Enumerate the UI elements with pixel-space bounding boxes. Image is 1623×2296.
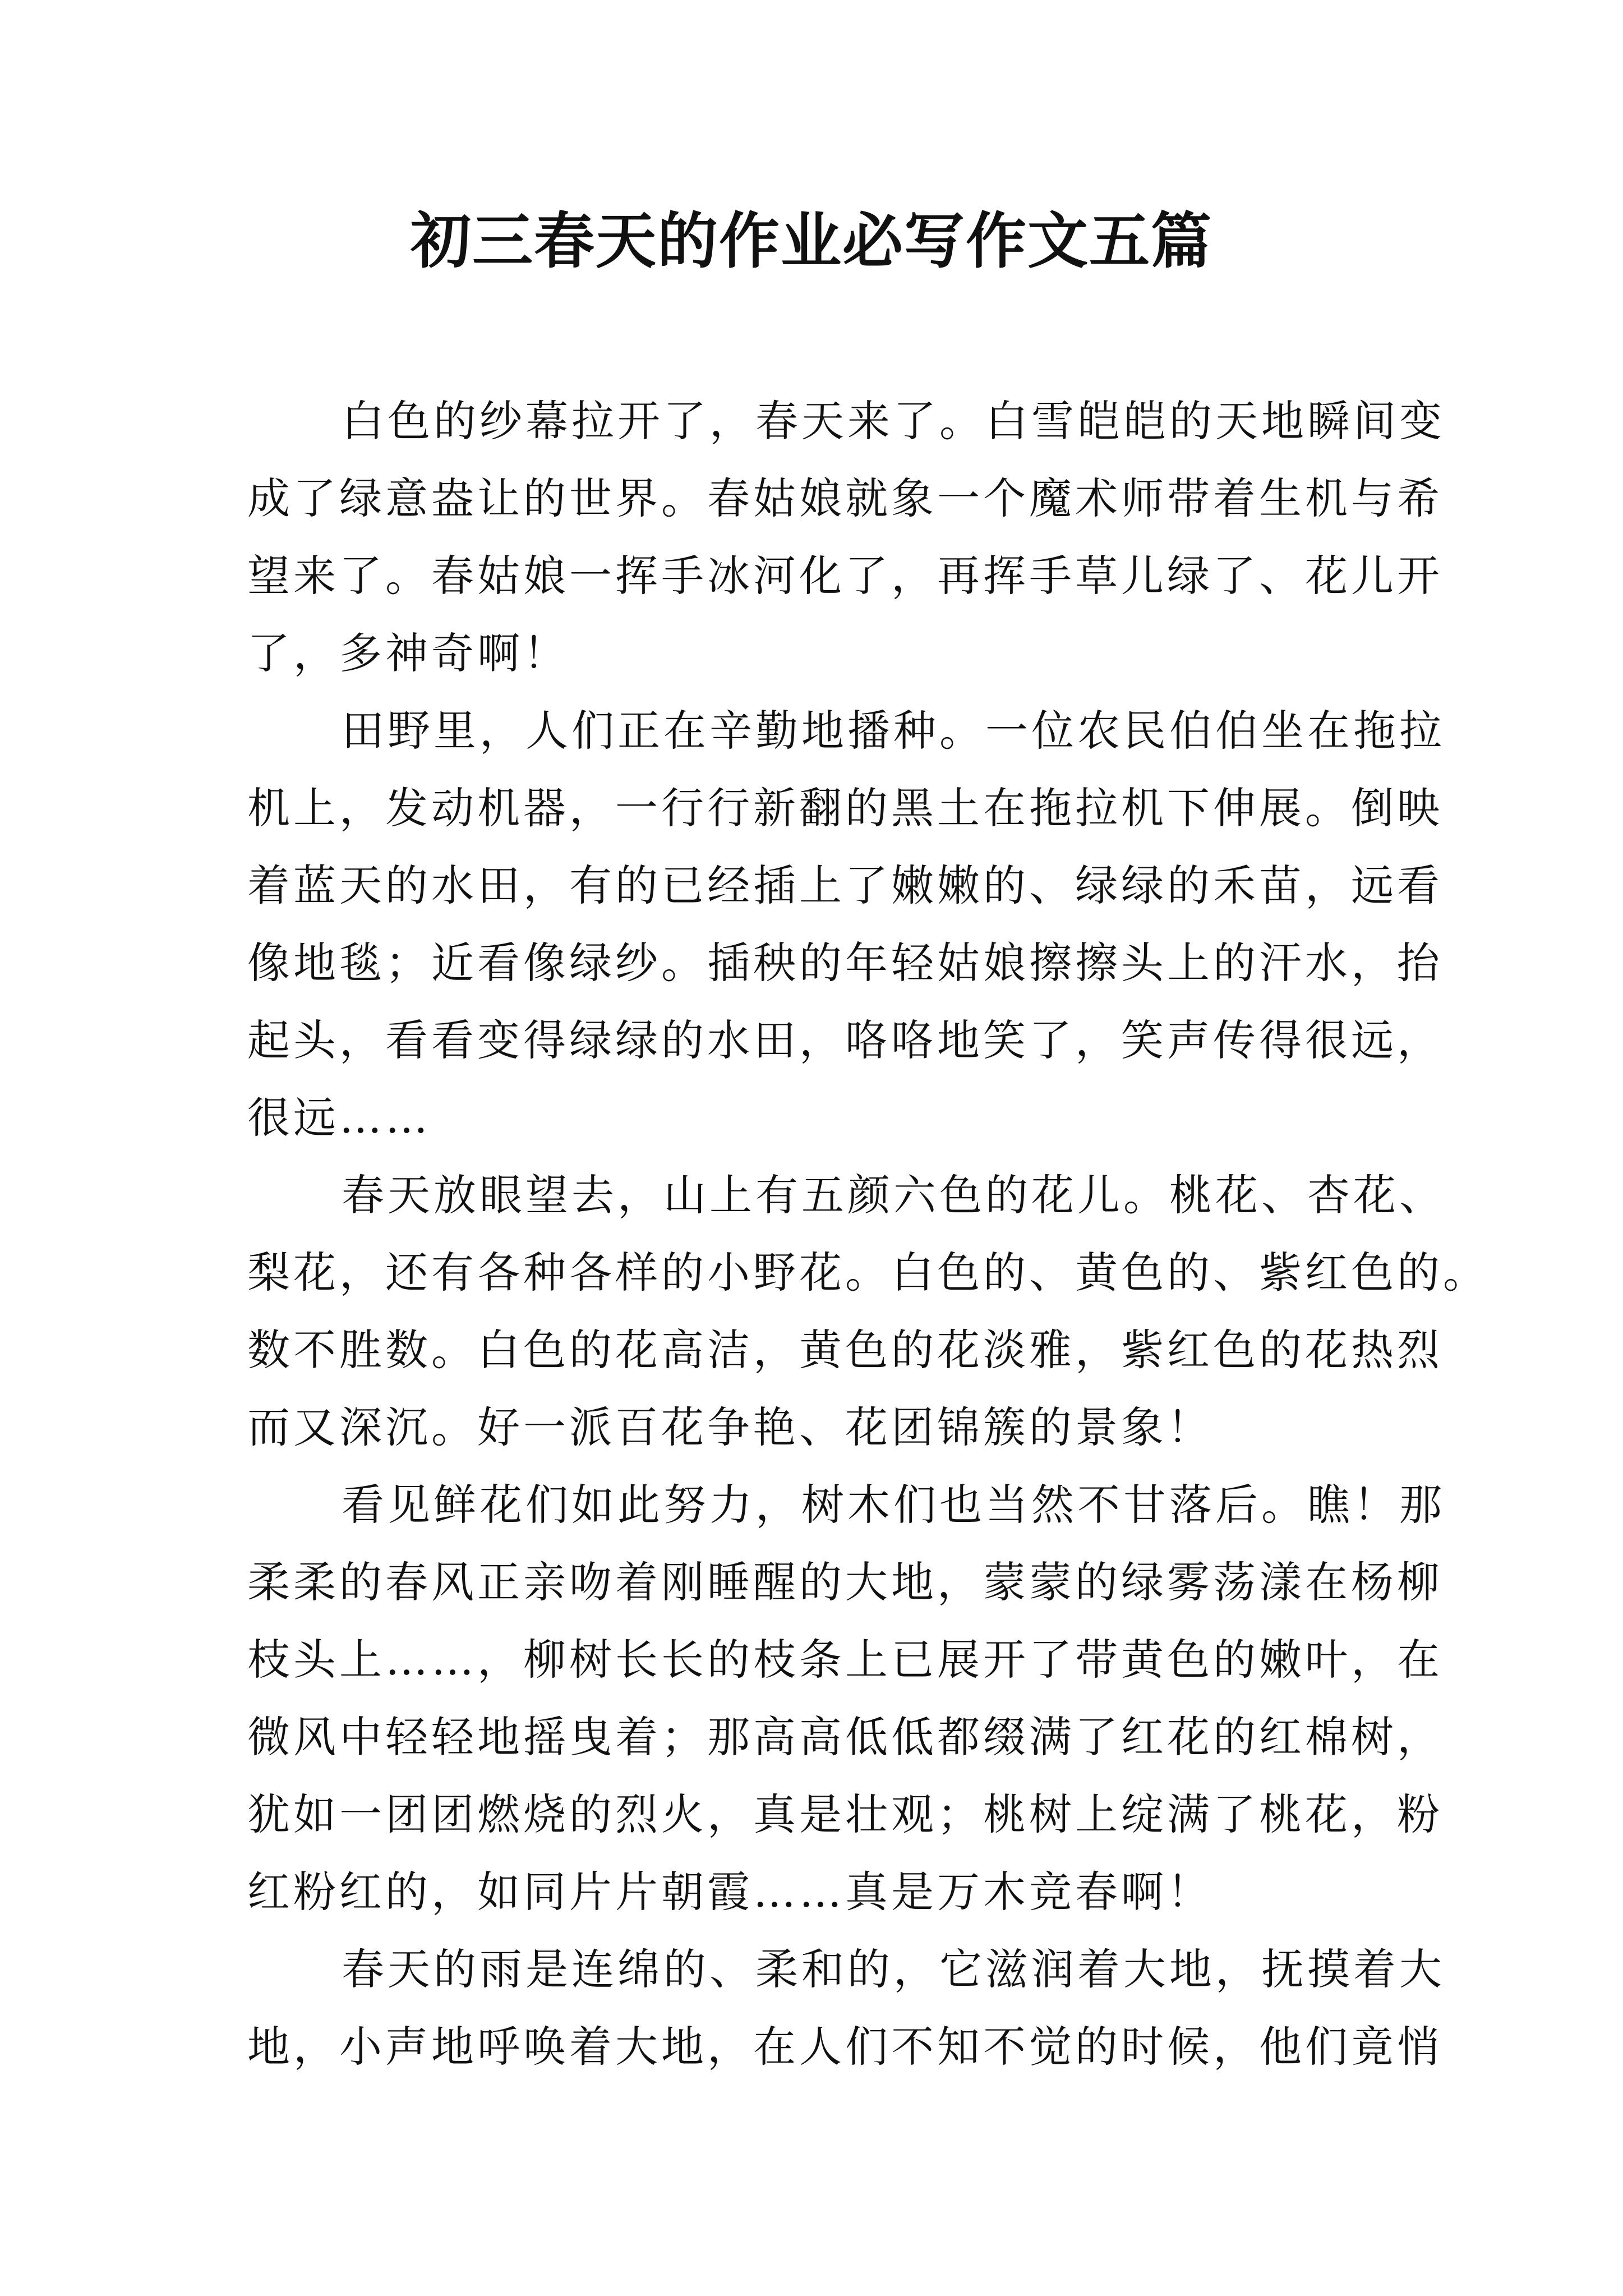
text-line: 了，多神奇啊！ — [247, 628, 569, 678]
document-title: 初三春天的作业必写作文五篇 — [410, 206, 1212, 277]
text-line: 而又深沉。好一派百花争艳、花团锦簇的景象！ — [247, 1402, 1213, 1452]
text-line: 像地毯；近看像绿纱。插秧的年轻姑娘擦擦头上的汗水，抬 — [247, 938, 1443, 988]
document-body — [247, 383, 1489, 2086]
text-line: 犹如一团团燃烧的烈火，真是壮观；桃树上绽满了桃花，粉 — [247, 1789, 1443, 1839]
text-line: 微风中轻轻地摇曳着；那高高低低都缀满了红花的红棉树， — [247, 1712, 1443, 1762]
text-line: 机上，发动机器，一行行新翻的黑土在拖拉机下伸展。倒映 — [247, 783, 1443, 833]
text-line: 春天的雨是连绵的、柔和的，它滋润着大地，抚摸着大 — [342, 1944, 1445, 1994]
text-line: 看见鲜花们如此努力，树木们也当然不甘落后。瞧！那 — [342, 1480, 1445, 1530]
text-line: 起头，看看变得绿绿的水田，咯咯地笑了，笑声传得很远， — [247, 1015, 1443, 1065]
text-line: 春天放眼望去，山上有五颜六色的花儿。桃花、杏花、 — [342, 1170, 1445, 1220]
text-line: 成了绿意盎让的世界。春姑娘就象一个魔术师带着生机与希 — [247, 473, 1443, 523]
text-line: 红粉红的，如同片片朝霞……真是万木竞春啊！ — [247, 1867, 1213, 1917]
text-line: 田野里，人们正在辛勤地播种。一位农民伯伯坐在拖拉 — [342, 706, 1445, 756]
text-line: 白色的纱幕拉开了，春天来了。白雪皑皑的天地瞬间变 — [342, 396, 1445, 446]
text-line: 柔柔的春风正亲吻着刚睡醒的大地，蒙蒙的绿雾荡漾在杨柳 — [247, 1557, 1443, 1607]
text-line: 着蓝天的水田，有的已经插上了嫩嫩的、绿绿的禾苗，远看 — [247, 861, 1443, 910]
text-line: 数不胜数。白色的花高洁，黄色的花淡雅，紫红色的花热烈 — [247, 1325, 1443, 1375]
text-line: 地，小声地呼唤着大地，在人们不知不觉的时候，他们竟悄 — [247, 2022, 1443, 2072]
text-line: 望来了。春姑娘一挥手冰河化了，再挥手草儿绿了、花儿开 — [247, 551, 1443, 601]
text-line: 梨花，还有各种各样的小野花。白色的、黄色的、紫红色的。 — [247, 1248, 1489, 1297]
text-line: 枝头上……，柳树长长的枝条上已展开了带黄色的嫩叶，在 — [247, 1635, 1443, 1685]
text-line: 很远…… — [247, 1093, 431, 1143]
